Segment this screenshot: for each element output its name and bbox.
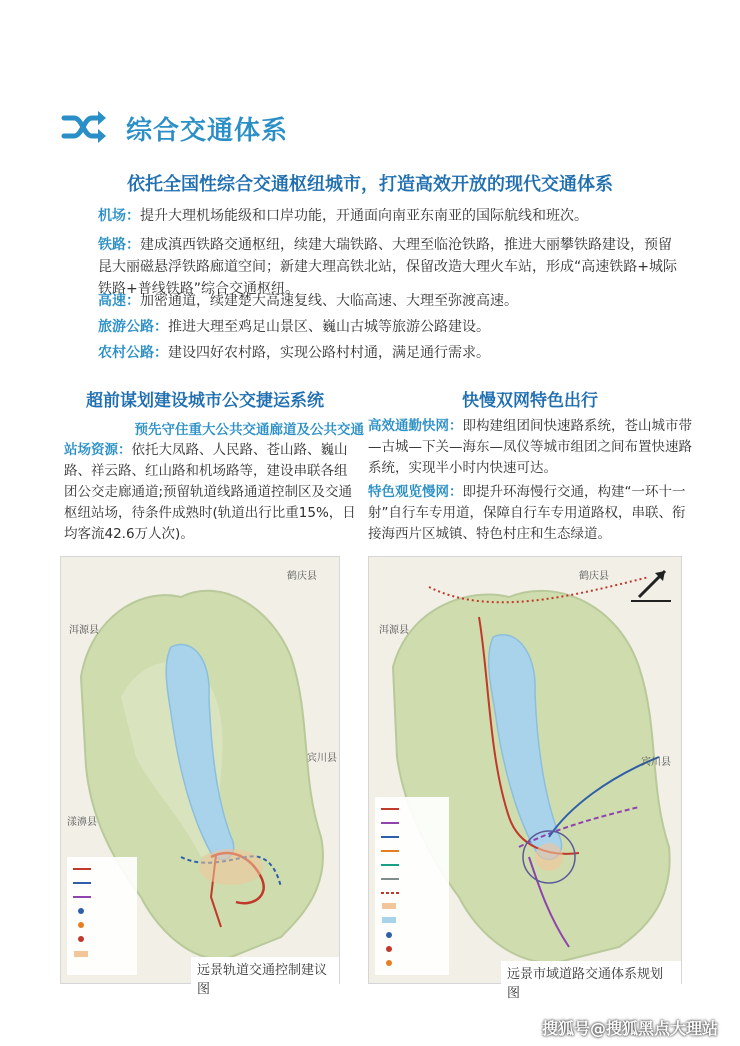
watermark: 搜狐号@搜狐黑点大理站 — [541, 1019, 718, 1038]
item-highway: 高速：加密通道，续建楚大高速复线、大临高速、大理至弥渡高速。 — [98, 293, 518, 309]
left-column-subtitle: 预先守住重大公共交通廊道及公共交通 — [134, 422, 364, 438]
shuffle-icon — [62, 110, 106, 144]
map-label-heqing: 鹤庆县 — [287, 571, 317, 582]
item-railway: 铁路：建成滇西铁路交通枢纽，续建大瑞铁路、大理至临沧铁路，推进大丽攀铁路建设，预留昆大丽磁悬浮铁路廊道空间；新建大理高铁北站，保留改造大理火车站，形成“高速铁路+城际铁路+普线铁路”综合交通枢纽。 — [98, 237, 677, 297]
map-label-yangbi: 漾濞县 — [67, 817, 97, 828]
map-label-binchuan: 宾川县 — [641, 757, 671, 768]
map-label-eryuan: 洱源县 — [69, 625, 99, 636]
section-title: 综合交通体系 — [126, 116, 289, 146]
map-label-heqing: 鹤庆县 — [579, 571, 609, 582]
item-airport: 机场：提升大理机场能级和口岸功能，开通面向南亚东南亚的国际航线和班次。 — [98, 208, 588, 224]
item-rural-road: 农村公路：建设四好农村路，实现公路村村通，满足通行需求。 — [98, 345, 490, 361]
rail-map-graphic — [61, 557, 339, 983]
page-headline: 依托全国性综合交通枢纽城市，打造高效开放的现代交通体系 — [127, 174, 613, 195]
road-map-graphic — [369, 557, 681, 983]
rail-transit-control-map — [60, 556, 340, 997]
map-label-eryuan: 洱源县 — [379, 625, 409, 636]
right-column-title: 快慢双网特色出行 — [462, 391, 598, 411]
right-map-caption: 远景市域道路交通体系规划图 — [501, 961, 681, 1003]
left-column-title: 超前谋划建设城市公交捷运系统 — [86, 391, 324, 411]
left-map-caption: 远景轨道交通控制建议图 — [191, 957, 339, 999]
item-tourism-road: 旅游公路：推进大理至鸡足山景区、巍山古城等旅游公路建设。 — [98, 319, 490, 335]
right-column-para-fast: 高效通勤快网：即构建组团间快速路系统，苍山城市带—古城—下关—海东—凤仪等城市组团之间布置快速路系统，实现半小时内快速可达。 — [368, 418, 692, 476]
right-column-para-slow: 特色观览慢网：即提升环海慢行交通，构建“一环十一射”自行车专用道，保障自行车专用道路权，串联、衔接海西片区城镇、特色村庄和生态绿道。 — [368, 484, 686, 542]
road-system-plan-map — [368, 556, 682, 1001]
map-label-binchuan: 宾川县 — [307, 753, 337, 764]
left-column-paragraph: 站场资源：依托大凤路、人民路、苍山路、巍山路、祥云路、红山路和机场路等，建设串联各组团公交走廊通道;预留轨道线路通道控制区及交通枢纽站场，待条件成熟时(轨道出行比重15%，日均客流42.6万人次)。 — [64, 442, 356, 542]
